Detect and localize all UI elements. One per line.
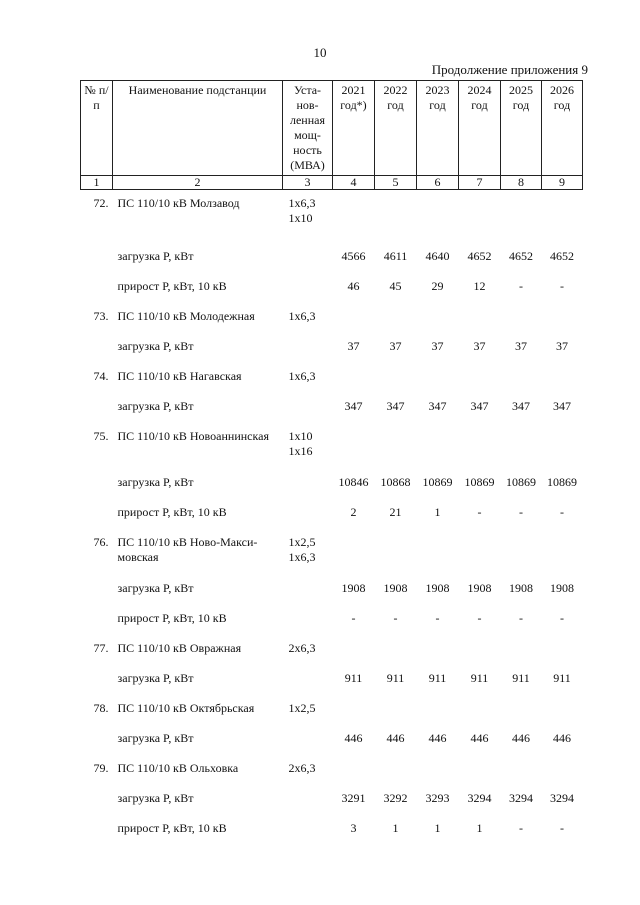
year-value: - <box>351 610 356 625</box>
column-number: 3 <box>283 176 333 190</box>
table-row <box>81 777 583 807</box>
installed-power: 1x2,5 1x6,3 <box>288 534 316 564</box>
table-row <box>81 567 583 597</box>
year-value <box>459 687 501 717</box>
year-value <box>501 295 542 325</box>
year-value: 10869 <box>422 474 453 489</box>
installed-power: 1x6,3 <box>288 368 316 383</box>
table-row <box>81 521 583 567</box>
table-row <box>81 807 583 837</box>
row-name: ПС 110/10 кВ Нагавская <box>117 368 242 383</box>
year-value: - <box>393 610 398 625</box>
year-value: 1908 <box>341 580 366 595</box>
row-number <box>81 461 113 491</box>
installed-power <box>283 325 333 355</box>
column-number: 9 <box>542 176 583 190</box>
year-value: - <box>560 610 564 625</box>
year-value <box>542 747 583 777</box>
year-value <box>459 747 501 777</box>
year-value: 4566 <box>341 248 366 263</box>
installed-power <box>283 491 333 521</box>
year-value: 4640 <box>425 248 450 263</box>
row-number: 74. <box>93 368 109 383</box>
installed-power <box>283 265 333 295</box>
installed-power: 2x6,3 <box>288 640 316 655</box>
year-value: - <box>477 610 482 625</box>
year-value: 37 <box>556 338 568 353</box>
year-value: 4611 <box>383 248 408 263</box>
year-value <box>542 521 583 567</box>
year-value <box>375 687 417 717</box>
installed-power <box>283 235 333 265</box>
year-value <box>542 295 583 325</box>
table-row <box>81 657 583 687</box>
row-name: прирост P, кВт, 10 кВ <box>117 278 227 293</box>
header-cell: 2024 год <box>459 81 501 176</box>
row-name: ПС 110/10 кВ Ольховка <box>117 760 239 775</box>
year-value <box>501 687 542 717</box>
year-value: - <box>560 504 564 519</box>
installed-power <box>283 657 333 687</box>
year-value: 347 <box>428 398 447 413</box>
year-value: 446 <box>470 730 489 745</box>
year-value: - <box>519 610 523 625</box>
year-value <box>333 295 375 325</box>
year-value: 1908 <box>467 580 492 595</box>
row-name: загрузка P, кВт <box>117 338 194 353</box>
year-value <box>333 747 375 777</box>
year-value: - <box>477 504 482 519</box>
year-value: 347 <box>512 398 530 413</box>
table-row <box>81 597 583 627</box>
header-cell: Наименование подстанции <box>113 81 283 176</box>
year-value <box>417 295 459 325</box>
row-number <box>81 567 113 597</box>
table-row <box>81 235 583 265</box>
year-value: 1 <box>434 820 441 835</box>
year-value <box>333 521 375 567</box>
row-name: ПС 110/10 кВ Новоаннинская <box>117 428 269 443</box>
row-number: 78. <box>93 700 109 715</box>
year-value <box>501 521 542 567</box>
row-name: ПС 110/10 кВ Молзавод <box>117 196 240 210</box>
row-name: загрузка P, кВт <box>117 398 194 413</box>
row-number <box>81 235 113 265</box>
year-value: 21 <box>389 504 402 519</box>
row-number <box>81 657 113 687</box>
page-number: 10 <box>313 45 327 60</box>
year-value <box>417 627 459 657</box>
year-value <box>459 627 501 657</box>
year-value: 3291 <box>341 790 366 805</box>
year-value: 446 <box>512 730 530 745</box>
column-number: 6 <box>417 176 459 190</box>
row-number: 75. <box>93 428 109 443</box>
row-number <box>81 265 113 295</box>
year-value <box>542 355 583 385</box>
year-value: 446 <box>344 730 363 745</box>
header-cell: Уста- нов- ленная мощ- ность (МВА) <box>283 81 333 176</box>
column-number: 7 <box>459 176 501 190</box>
table-row <box>81 325 583 355</box>
table-row <box>81 415 583 461</box>
year-value: 347 <box>470 398 489 413</box>
header-cell: 2026 год <box>542 81 583 176</box>
year-value: 347 <box>553 398 571 413</box>
year-value: 911 <box>344 670 363 685</box>
table-row <box>81 265 583 295</box>
year-value <box>501 355 542 385</box>
year-value: 10869 <box>506 474 536 489</box>
header-cell: 2023 год <box>417 81 459 176</box>
header-cell: 2025 год <box>501 81 542 176</box>
year-value <box>501 627 542 657</box>
year-value: 10869 <box>547 474 577 489</box>
installed-power <box>283 597 333 627</box>
year-value: 911 <box>428 670 447 685</box>
year-value: 1 <box>434 504 441 519</box>
row-number: 72. <box>93 196 109 210</box>
row-name: загрузка P, кВт <box>117 790 194 805</box>
table-row <box>81 190 583 235</box>
year-value <box>417 521 459 567</box>
row-number: 76. <box>93 534 109 549</box>
installed-power <box>283 567 333 597</box>
year-value: - <box>519 504 523 519</box>
year-value <box>375 295 417 325</box>
year-value: 4652 <box>550 248 574 263</box>
installed-power <box>283 717 333 747</box>
row-name: ПС 110/10 кВ Ново-Макси- мовская <box>117 534 258 564</box>
row-name: загрузка P, кВт <box>117 474 194 489</box>
header-cell: № п/п <box>81 81 113 176</box>
column-number: 2 <box>113 176 283 190</box>
year-value <box>333 355 375 385</box>
column-number: 1 <box>81 176 113 190</box>
row-name: прирост P, кВт, 10 кВ <box>117 610 227 625</box>
row-number <box>81 777 113 807</box>
year-value: 10868 <box>380 474 411 489</box>
row-number <box>81 597 113 627</box>
row-name: ПС 110/10 кВ Овражная <box>117 640 242 655</box>
table-body <box>81 190 583 837</box>
header-cell: 2022 год <box>375 81 417 176</box>
year-value: 3 <box>350 820 357 835</box>
substation-load-table <box>80 80 583 837</box>
row-name: ПС 110/10 кВ Молодежная <box>117 308 255 323</box>
column-number: 5 <box>375 176 417 190</box>
row-number: 73. <box>93 308 109 323</box>
year-value <box>333 415 375 461</box>
year-value: 1 <box>476 820 483 835</box>
installed-power: 1x2,5 <box>288 700 316 715</box>
installed-power <box>283 807 333 837</box>
row-number <box>81 385 113 415</box>
year-value: - <box>435 610 440 625</box>
year-value: - <box>519 278 523 293</box>
year-value: 4652 <box>467 248 492 263</box>
row-number: 77. <box>93 640 109 655</box>
year-value: 446 <box>428 730 447 745</box>
year-value: - <box>519 820 523 835</box>
year-value: 911 <box>553 670 571 685</box>
year-value: 1908 <box>550 580 574 595</box>
table-row <box>81 747 583 777</box>
installed-power: 1x6,3 1x10 <box>288 196 316 225</box>
year-value <box>542 190 583 235</box>
year-value <box>459 355 501 385</box>
year-value: 3294 <box>509 790 533 805</box>
year-value <box>375 415 417 461</box>
table-row <box>81 355 583 385</box>
year-value <box>501 415 542 461</box>
installed-power: 1x10 1x16 <box>288 428 313 458</box>
table-row <box>81 461 583 491</box>
year-value: 347 <box>386 398 405 413</box>
year-value <box>375 355 417 385</box>
year-value: 1908 <box>383 580 408 595</box>
installed-power: 1x6,3 <box>288 308 316 323</box>
year-value: 347 <box>344 398 363 413</box>
row-number <box>81 717 113 747</box>
year-value <box>417 687 459 717</box>
year-value: 3294 <box>550 790 574 805</box>
row-name: прирост P, кВт, 10 кВ <box>117 504 227 519</box>
year-value <box>375 627 417 657</box>
year-value: 911 <box>386 670 405 685</box>
year-value: 37 <box>515 338 527 353</box>
year-value: 29 <box>431 278 444 293</box>
table-row <box>81 295 583 325</box>
year-value <box>333 190 375 235</box>
year-value: 37 <box>347 338 360 353</box>
year-value: 3292 <box>383 790 408 805</box>
installed-power: 2x6,3 <box>288 760 316 775</box>
column-number-row <box>81 176 583 190</box>
year-value <box>542 687 583 717</box>
table-row <box>81 491 583 521</box>
year-value: 37 <box>473 338 486 353</box>
year-value: 3294 <box>467 790 492 805</box>
year-value: 10846 <box>338 474 369 489</box>
year-value: 911 <box>512 670 530 685</box>
year-value: 45 <box>389 278 402 293</box>
year-value <box>459 190 501 235</box>
column-number: 8 <box>501 176 542 190</box>
year-value <box>459 295 501 325</box>
continuation-note: Продолжение приложения 9 <box>431 62 588 77</box>
year-value: - <box>560 820 564 835</box>
row-number <box>81 807 113 837</box>
year-value: 37 <box>431 338 444 353</box>
year-value <box>417 355 459 385</box>
year-value: - <box>560 278 564 293</box>
year-value <box>459 521 501 567</box>
row-name: ПС 110/10 кВ Октябрьская <box>117 700 255 715</box>
row-number <box>81 325 113 355</box>
installed-power <box>283 461 333 491</box>
year-value <box>333 687 375 717</box>
year-value <box>333 627 375 657</box>
installed-power <box>283 777 333 807</box>
header-row <box>81 81 583 176</box>
table-row <box>81 385 583 415</box>
year-value: 911 <box>470 670 489 685</box>
year-value: 37 <box>389 338 402 353</box>
year-value: 12 <box>473 278 486 293</box>
year-value: 1 <box>392 820 399 835</box>
year-value <box>501 747 542 777</box>
year-value: 4652 <box>509 248 533 263</box>
row-number: 79. <box>93 760 109 775</box>
year-value: 10869 <box>464 474 495 489</box>
year-value <box>542 627 583 657</box>
year-value <box>417 747 459 777</box>
row-name: загрузка P, кВт <box>117 670 194 685</box>
year-value: 2 <box>350 504 357 519</box>
year-value: 446 <box>553 730 571 745</box>
year-value <box>417 190 459 235</box>
row-name: загрузка P, кВт <box>117 730 194 745</box>
year-value <box>501 190 542 235</box>
year-value <box>542 415 583 461</box>
row-name: загрузка P, кВт <box>117 580 194 595</box>
year-value <box>459 415 501 461</box>
header-cell: 2021 год*) <box>333 81 375 176</box>
year-value <box>375 190 417 235</box>
year-value: 446 <box>386 730 405 745</box>
row-name: загрузка P, кВт <box>117 248 194 263</box>
row-name: прирост P, кВт, 10 кВ <box>117 820 227 835</box>
row-number <box>81 491 113 521</box>
table-row <box>81 627 583 657</box>
installed-power <box>283 385 333 415</box>
year-value <box>375 521 417 567</box>
year-value: 1908 <box>425 580 450 595</box>
table-row <box>81 717 583 747</box>
column-number: 4 <box>333 176 375 190</box>
table-row <box>81 687 583 717</box>
year-value <box>417 415 459 461</box>
year-value: 46 <box>347 278 360 293</box>
year-value: 1908 <box>509 580 533 595</box>
year-value: 3293 <box>425 790 450 805</box>
year-value <box>375 747 417 777</box>
